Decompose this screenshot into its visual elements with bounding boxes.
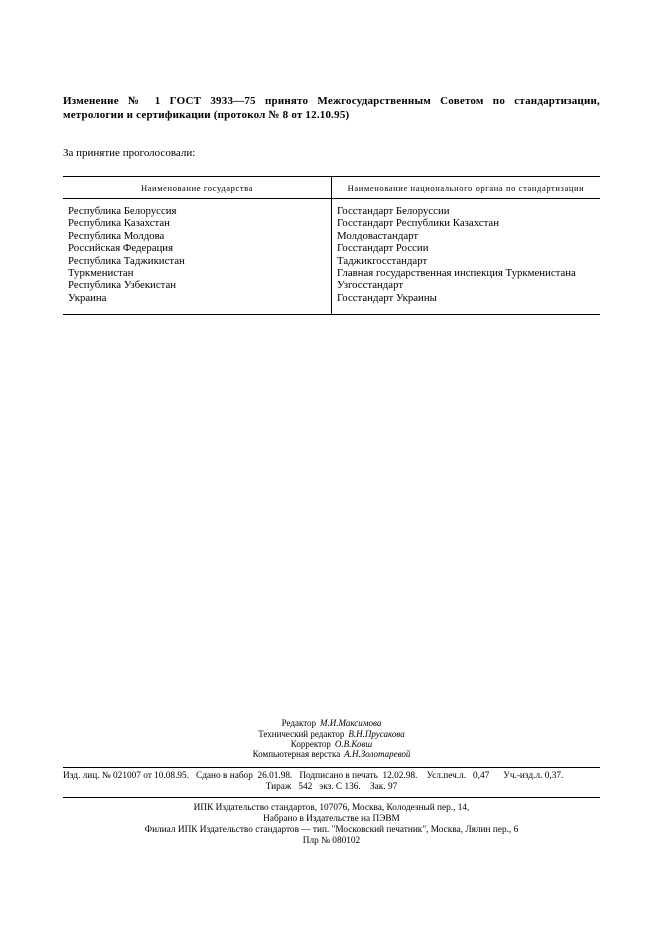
- table-cell: Главная государственная инспекция Туркменистана: [337, 267, 576, 280]
- table-cell: Украина: [63, 292, 332, 315]
- header-national-body: Наименование национального органа по стандартизации: [332, 177, 601, 199]
- divider-top: [63, 767, 600, 768]
- table-row: [63, 242, 600, 254]
- table-cell: Госстандарт Республики Казахстан: [337, 217, 499, 230]
- amendment-intro: Изменение № 1 ГОСТ 3933—75 принято Межгосударственным Советом по стандартизации, метрологии и сертификации (протокол № 8 от 12.10.95): [63, 95, 600, 121]
- table-cell: Республика Таджикистан: [63, 255, 332, 267]
- imprint-line2: Тираж 542 экз. С 136. Зак. 97: [265, 781, 398, 792]
- publisher-line: Плр № 080102: [302, 836, 361, 847]
- table-header-row: [63, 177, 600, 199]
- credit-role: Компьютерная верстка: [252, 749, 341, 760]
- table-row: [63, 292, 600, 315]
- divider-bottom: [63, 797, 600, 798]
- table-cell: Республика Казахстан: [63, 217, 332, 229]
- table-cell: Молдовастандарт: [337, 229, 419, 242]
- credit-name: А.Н.Золотаревой: [344, 749, 411, 760]
- credit-line: [63, 729, 600, 739]
- table-cell: Республика Узбекистан: [63, 279, 332, 291]
- table-cell: Узгосстандарт: [337, 279, 404, 292]
- table-cell: Российская Федерация: [63, 242, 332, 254]
- credit-line: [63, 749, 600, 759]
- vote-table: [63, 176, 600, 315]
- imprint-line1: Изд. лиц. № 021007 от 10.08.95. Сдано в набор 26.01.98. Подписано в печать 12.02.98. Усл.печ.л. 0,47 Уч.-изд.л. 0,37.: [63, 770, 564, 781]
- credit-line: [63, 739, 600, 749]
- table-cell: Республика Белоруссия: [63, 199, 332, 218]
- table-cell: Госстандарт Украины: [337, 291, 437, 304]
- table-row: [63, 255, 600, 267]
- table-cell: Туркменистан: [63, 267, 332, 279]
- credit-name: М.И.Максимова: [320, 718, 382, 729]
- credit-role: Технический редактор: [258, 728, 345, 739]
- header-state-name: Наименование государства: [63, 177, 332, 199]
- credit-line: [63, 718, 600, 728]
- table-row: [63, 217, 600, 229]
- credit-role: Корректор: [290, 739, 331, 750]
- publisher-line: ИПК Издательство стандартов, 107076, Москва, Колодезный пер., 14,: [193, 802, 470, 813]
- credit-role: Редактор: [281, 718, 317, 729]
- credit-name: О.В.Ковш: [334, 739, 373, 750]
- table-row: [63, 230, 600, 242]
- publisher-line: Филиал ИПК Издательство стандартов — тип. "Московский печатник", Москва, Лялин пер., 6: [144, 825, 519, 836]
- table-cell: Таджикгосстандарт: [337, 254, 428, 267]
- credits-block: [63, 718, 600, 760]
- table-cell: Госстандарт России: [337, 242, 429, 255]
- publisher-block: [63, 803, 600, 848]
- table-cell: Республика Молдова: [63, 230, 332, 242]
- table-row: [63, 199, 600, 218]
- vote-line: За принятие проголосовали:: [63, 147, 196, 159]
- table-row: [63, 279, 600, 291]
- publisher-line: Набрано в Издательстве на ПЭВМ: [263, 814, 400, 825]
- table-row: [63, 267, 600, 279]
- credit-name: В.Н.Прусакова: [348, 728, 405, 739]
- table-cell: Госстандарт Белоруссии: [337, 205, 450, 217]
